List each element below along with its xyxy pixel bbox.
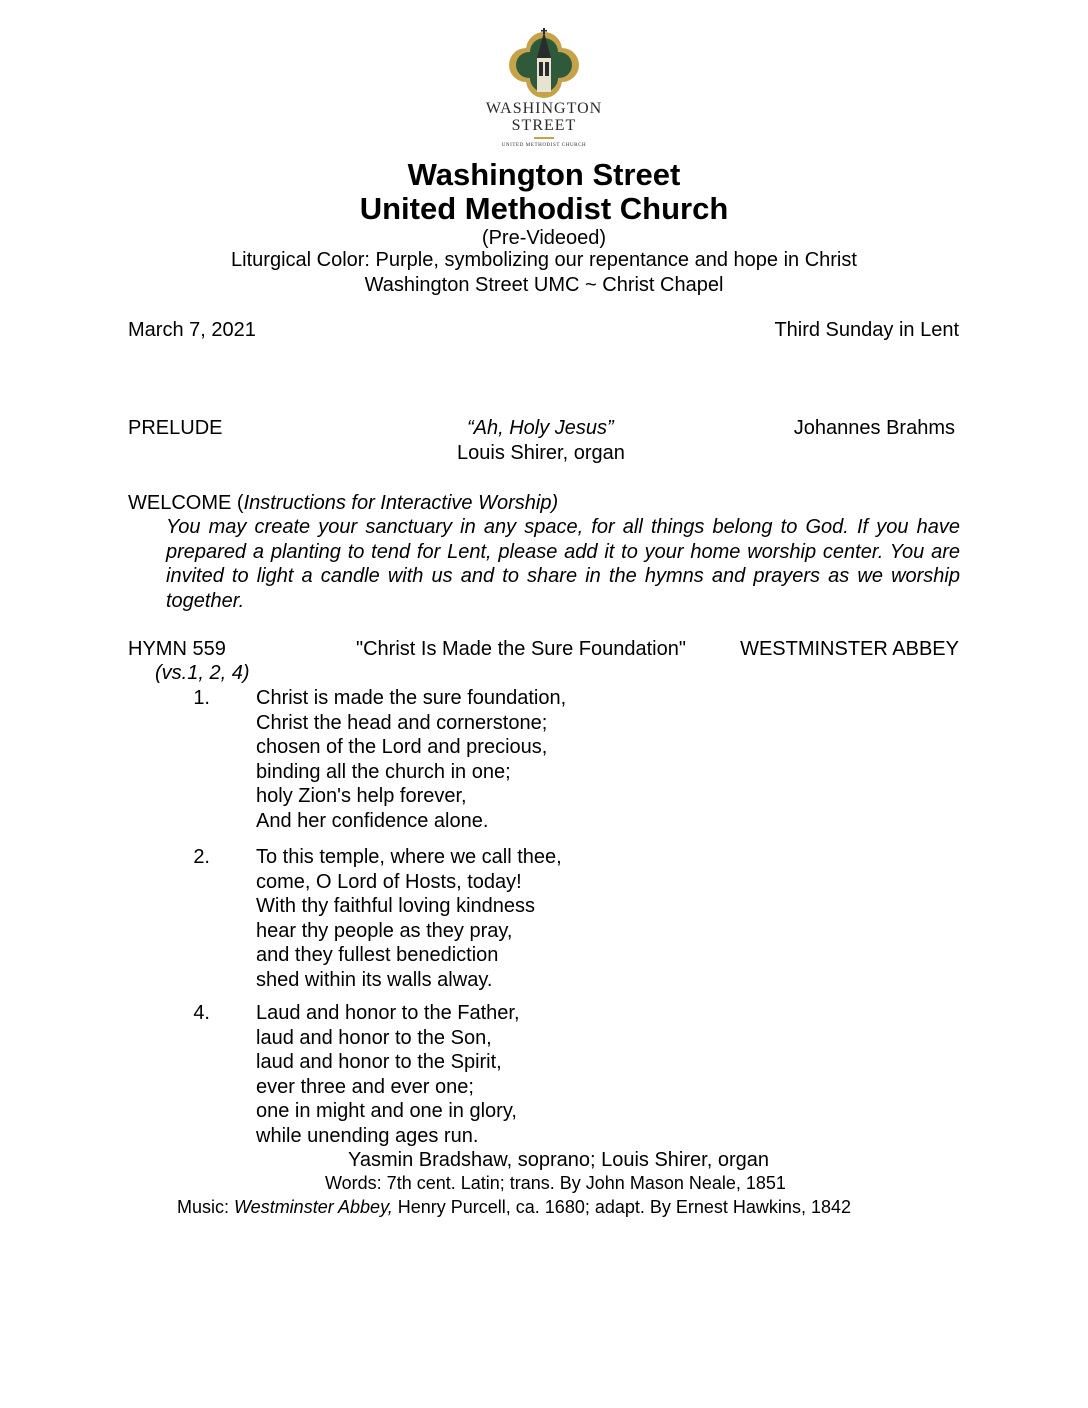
music-credit-rest: Henry Purcell, ca. 1680; adapt. By Ernest Hawkins, 1842 [392,1197,851,1217]
verse-line: laud and honor to the Spirit, [256,1051,502,1073]
hymn-tune: WESTMINSTER ABBEY [740,638,959,660]
verse-line: To this temple, where we call thee, [256,846,562,868]
words-credit: Words: 7th cent. Latin; trans. By John Mason Neale, 1851 [325,1173,786,1193]
hymn-performers: Yasmin Bradshaw, soprano; Louis Shirer, organ [348,1149,769,1171]
verse-line: and they fullest benediction [256,944,499,966]
verse-line: one in might and one in glory, [256,1100,517,1122]
verse-lines [256,686,566,833]
verse-line: binding all the church in one; [256,760,511,783]
service-location: Washington Street UMC ~ Christ Chapel [364,274,724,296]
prelude-performer: Louis Shirer, organ [457,442,625,464]
verse-line: And her confidence alone. [256,809,489,832]
hymn-verses-note: (vs.1, 2, 4) [155,662,250,684]
liturgical-color: Liturgical Color: Purple, symbolizing our repentance and hope in Christ [231,249,857,271]
verse-line: laud and honor to the Son, [256,1026,492,1049]
verse-line: shed within its walls alway. [256,968,493,991]
verse-line: Christ the head and cornerstone; [256,711,548,734]
church-name-line-1: Washington Street [407,157,681,192]
verse-line: chosen of the Lord and precious, [256,736,548,758]
logo-line-1: WASHINGTON [485,100,603,117]
welcome-instructions: You may create your sanctuary in any space, for all things belong to God. If you have prepared a planting to tend for Lent, please add it to your home worship center. You are invited to light a candle with us and to share in the hymns and prayers as we worship together. [166,516,960,612]
verse-line: Christ is made the sure foundation, [256,687,567,709]
logo-divider [534,137,554,139]
hymn-label: HYMN 559 [128,638,226,660]
verse-line: holy Zion's help forever, [256,785,467,807]
welcome-heading [128,491,558,515]
verse-line: ever three and ever one; [256,1075,474,1098]
welcome-label: WELCOME ( [128,492,244,514]
verse-line: come, O Lord of Hosts, today! [256,870,522,893]
verse-number: 4. [193,1002,210,1024]
prelude-title: “Ah, Holy Jesus” [467,417,614,439]
liturgical-occasion: Third Sunday in Lent [774,319,959,341]
verse-line: hear thy people as they pray, [256,919,513,942]
prelude-label: PRELUDE [128,417,223,439]
music-credit-tune: Westminster Abbey, [234,1197,393,1217]
welcome-label-italic: Instructions for Interactive Worship) [243,492,559,514]
verse-number: 2. [193,846,210,868]
logo-line-3: UNITED METHODIST CHURCH [501,143,587,148]
church-logo [504,28,584,100]
music-credit [177,1196,851,1218]
verse-line: With thy faithful loving kindness [256,895,536,917]
church-name-line-2: United Methodist Church [359,191,729,226]
verse-lines [256,845,562,992]
service-date: March 7, 2021 [128,319,256,341]
verse-lines [256,1001,520,1148]
service-format: (Pre-Videoed) [481,227,607,249]
verse-line: while unending ages run. [256,1124,479,1147]
logo-line-2: STREET [511,117,577,134]
steeple-quatrefoil-icon [504,28,584,100]
hymn-title: "Christ Is Made the Sure Foundation" [356,638,686,660]
music-credit-prefix: Music: [177,1197,235,1217]
prelude-composer: Johannes Brahms [793,417,955,439]
verse-number: 1. [193,687,210,709]
verse-line: Laud and honor to the Father, [256,1002,520,1024]
